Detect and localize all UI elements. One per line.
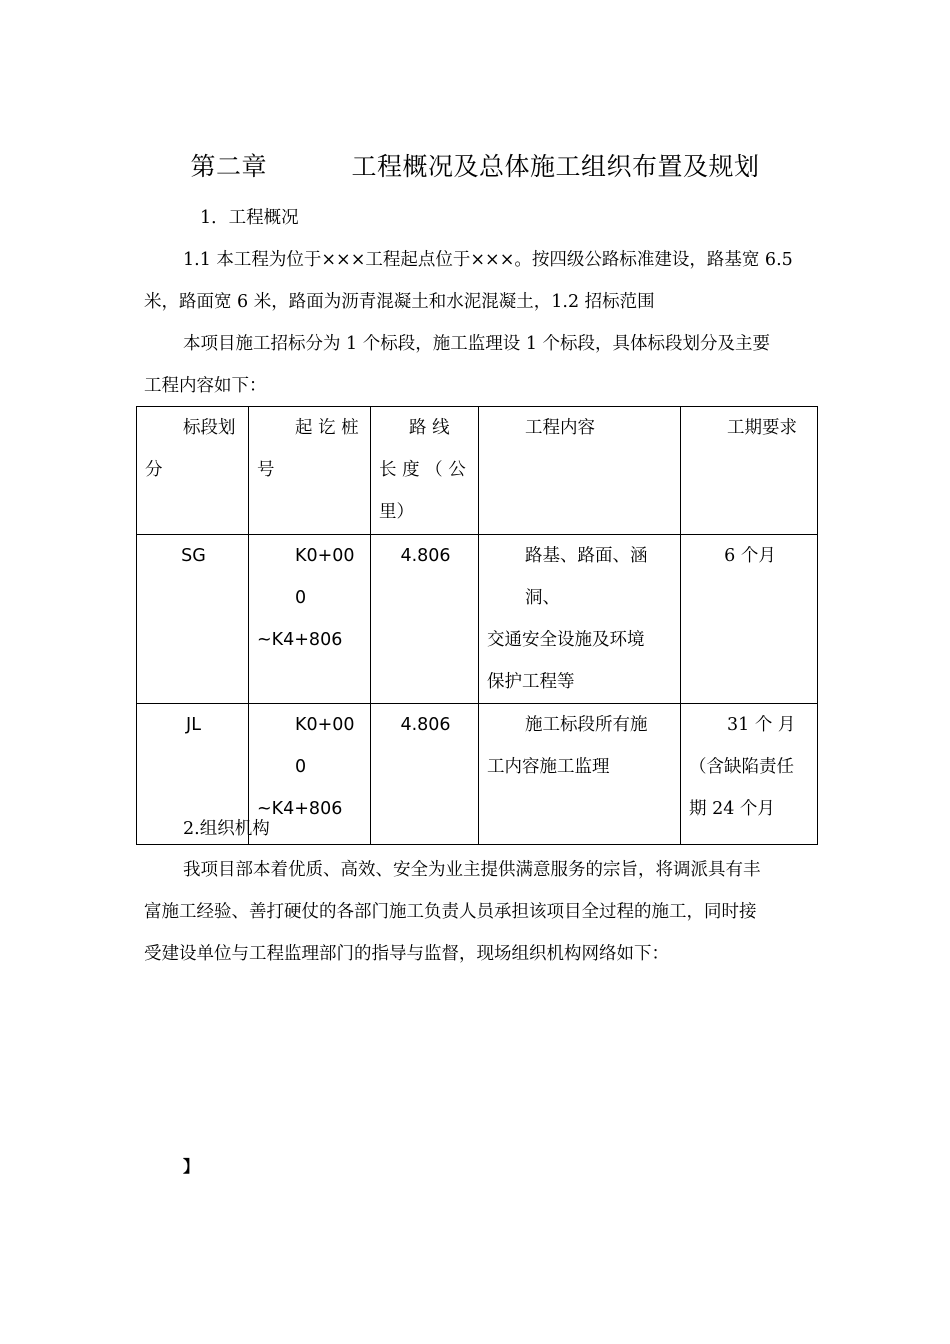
- header-cell: 标段划 分: [137, 407, 249, 535]
- paragraph-line: 受建设单位与工程监理部门的指导与监督，现场组织机构网络如下：: [144, 944, 669, 964]
- paragraph-line: 工程内容如下：: [144, 376, 267, 396]
- stake-cell: K0+000 ~K4+806: [249, 535, 371, 704]
- section-cell: JL: [137, 704, 249, 845]
- length-cell: 4.806: [371, 535, 479, 704]
- header-cell: 起 讫 桩 号: [249, 407, 371, 535]
- content-cell: 路基、路面、涵洞、 交通安全设施及环境 保护工程等: [479, 535, 681, 704]
- header-cell: 工期要求: [681, 407, 818, 535]
- table-row: [137, 535, 818, 704]
- header-cell: 路 线 长 度 （ 公 里）: [371, 407, 479, 535]
- chapter-title: 第二章 工程概况及总体施工组织布置及规划: [190, 152, 760, 181]
- paragraph-line: 我项目部本着优质、高效、安全为业主提供满意服务的宗旨，将调派具有丰: [183, 860, 761, 880]
- paragraph-line: 富施工经验、善打硬仗的各部门施工负责人员承担该项目全过程的施工，同时接: [144, 902, 757, 922]
- length-cell: 4.806: [371, 704, 479, 845]
- header-cell: 工程内容: [479, 407, 681, 535]
- paragraph-line: 本项目施工招标分为 1 个标段，施工监理设 1 个标段，具体标段划分及主要: [183, 334, 771, 354]
- period-cell: 31 个 月 （含缺陷责任 期 24 个月: [681, 704, 818, 845]
- section-cell: SG: [137, 535, 249, 704]
- section2-heading: 2.组织机构: [183, 819, 270, 839]
- stray-bracket-mark: 】: [183, 1157, 200, 1176]
- section-table: [136, 406, 818, 845]
- paragraph-line: 米，路面宽 6 米，路面为沥青混凝土和水泥混凝土，1.2 招标范围: [144, 292, 655, 312]
- section1-heading: 1．工程概况: [200, 208, 299, 228]
- stake-cell: K0+000 ~K4+806: [249, 704, 371, 845]
- content-cell: 施工标段所有施 工内容施工监理: [479, 704, 681, 845]
- paragraph-line: 1.1 本工程为位于×××工程起点位于×××。按四级公路标准建设，路基宽 6.5: [183, 250, 793, 270]
- table-header-row: [137, 407, 818, 535]
- period-cell: 6 个月: [681, 535, 818, 704]
